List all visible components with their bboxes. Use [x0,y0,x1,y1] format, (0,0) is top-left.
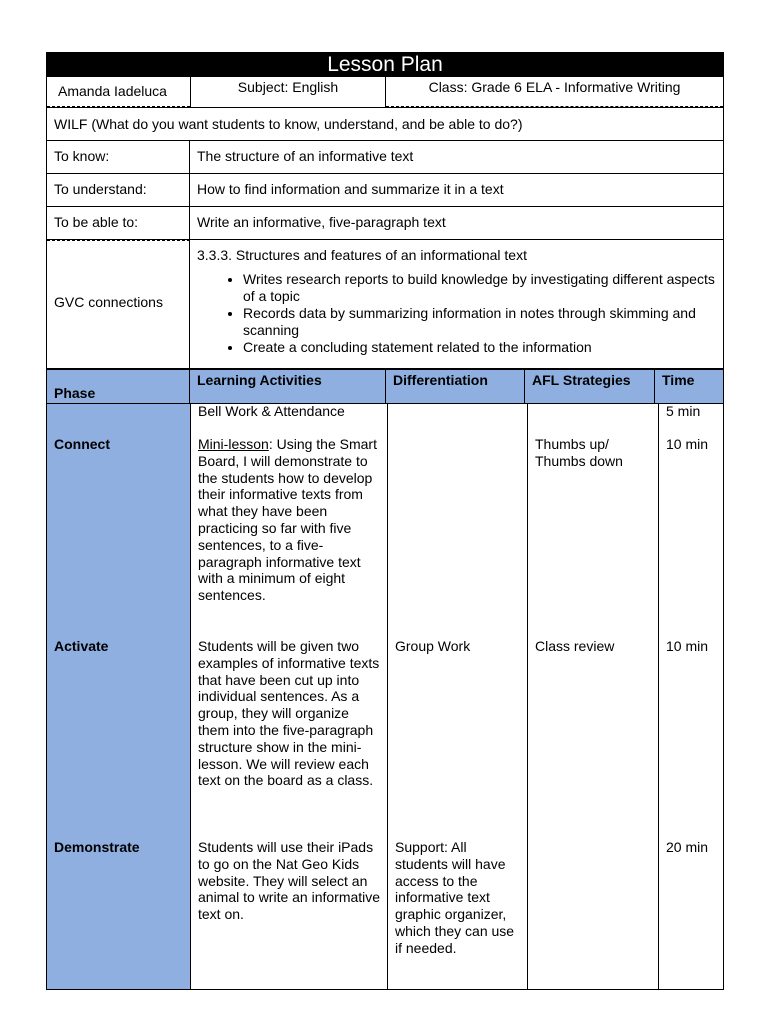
time-column [659,404,723,989]
page-title: Lesson Plan [47,52,723,77]
gvc-bullet: • Records data by summarizing information in notes through skimming and scanning [243,305,717,339]
phase-column [47,404,191,989]
time-bell-work: 5 min [666,403,701,419]
gvc-bullet: • Writes research reports to build knowledge by investigating different aspects of a topic [243,271,717,305]
gvc-content [190,240,723,368]
class-name: Class: Grade 6 ELA - Informative Writing [386,77,723,107]
header-phase: Phase [47,370,190,403]
lesson-plan [46,52,724,990]
gvc-row [47,240,723,369]
afl-column [528,404,659,989]
differentiation-activate: Group Work [395,638,471,654]
header-differentiation: Differentiation [386,370,525,403]
header-time: Time [662,372,695,388]
header-learning-activities: Learning Activities [190,370,386,403]
learning-activities-column [191,404,388,989]
time-demonstrate: 20 min [666,839,709,855]
time-activate: 10 min [666,638,709,654]
objective-value: Write an informative, five-paragraph text [197,214,446,230]
objective-row-know [47,141,723,174]
gvc-bullet-list [197,271,717,356]
subject: Subject: English [190,77,386,107]
objective-row-understand [47,174,723,207]
time-connect: 10 min [666,436,709,452]
header-row [47,77,723,108]
activities-header [47,369,723,404]
gvc-bullet: • Create a concluding statement related to the information [243,339,717,356]
phase-demonstrate: Demonstrate [54,839,140,855]
teacher-name: Amanda Iadeluca [47,77,190,107]
differentiation-demonstrate: Support: All students will have access to the informative text graphic organizer, which they can use if needed. [395,839,515,956]
mini-lesson-label: Mini-lesson [198,436,269,452]
activity-demonstrate: Students will use their iPads to go on the Nat Geo Kids website. They will select an animal to write an informative text on. [198,839,381,923]
objective-label: To know: [47,141,190,173]
objective-row-able [47,207,723,240]
gvc-heading: 3.3.3. Structures and features of an informational text [197,247,527,263]
table-bottom-border [47,989,723,990]
phase-connect: Connect [54,436,110,452]
afl-connect: Thumbs up/ Thumbs down [535,436,623,469]
activities-body [47,404,723,989]
activity-connect [198,436,383,604]
activity-bell-work: Bell Work & Attendance [198,403,345,419]
afl-activate: Class review [535,638,615,654]
header-afl-strategies: AFL Strategies [525,370,655,403]
objective-value: How to find information and summarize it in a text [197,181,504,197]
objective-label: To understand: [47,174,190,206]
activity-activate: Students will be given two examples of informative texts that have been cut up into individual sentences. As a group, they will organize them into the five-paragraph structure show in the mini-lesson. We will review each text on the board as a class. [198,638,380,789]
objective-label: To be able to: [47,207,190,239]
phase-activate: Activate [54,638,109,654]
activity-connect-text: : Using the Smart Board, I will demonstrate to the students how to develop their informative texts from what they have been practicing so far with five sentences, to a five-paragraph informative text with a minimum of eight sentences. [198,436,377,604]
gvc-label: GVC connections [47,240,190,368]
objective-value: The structure of an informative text [197,148,414,164]
wilf-row: WILF (What do you want students to know, understand, and be able to do?) [47,108,723,141]
differentiation-column [388,404,528,989]
